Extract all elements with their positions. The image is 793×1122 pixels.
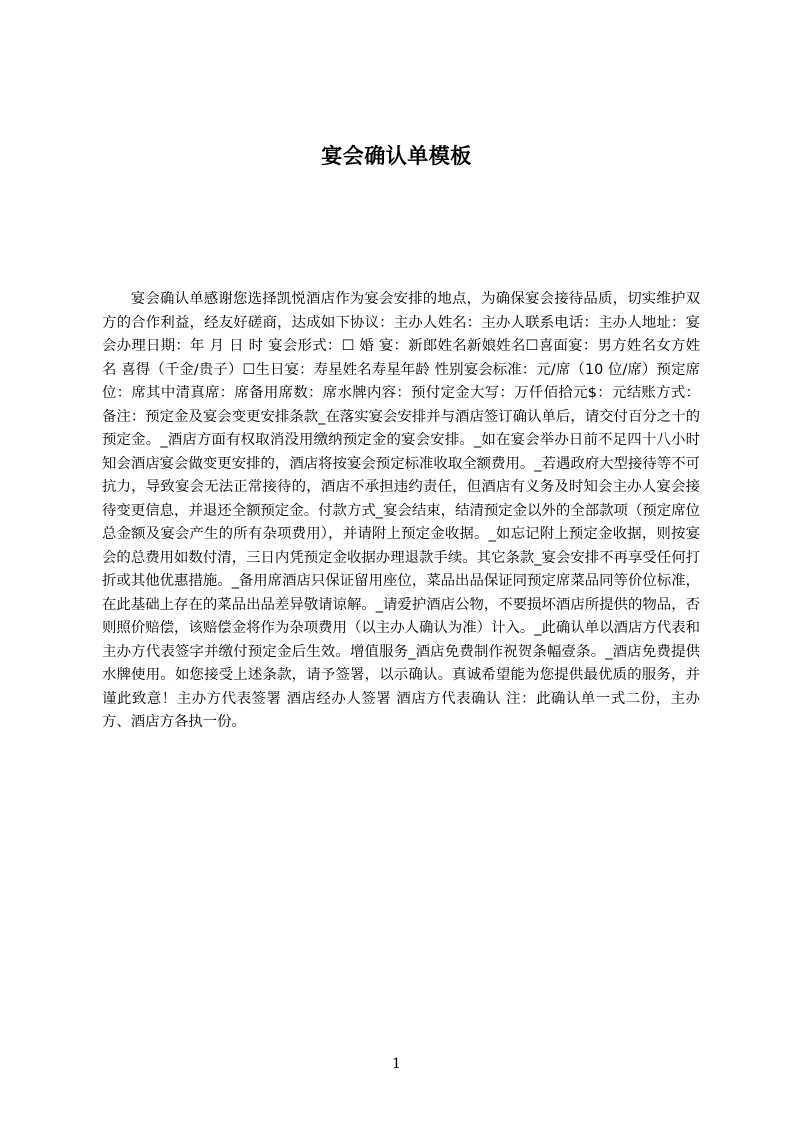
document-title: 宴会确认单模板	[321, 144, 472, 168]
document-body-paragraph: 宴会确认单感谢您选择凯悦酒店作为宴会安排的地点，为确保宴会接待品质，切实维护双方的合作利益，经友好磋商，达成如下协议：主办人姓名：主办人联系电话：主办人地址：宴会办理日期：年 月 日 时 宴会形式：☐ 婚 宴：新郎姓名新娘姓名☐喜面宴：男方姓名女方姓名 喜得（千金/贵子）☐生日宴：寿星姓名寿星年龄 性别宴会标准：元/席（10 位/席）预定席位：席其中清真席：席备用席数：席水牌内容：预付定金大写：万仟佰拾元$：元结账方式：备注：预定金及宴会变更安排条款_在落实宴会安排并与酒店签订确认单后，请交付百分之十的预定金。_酒店方面有权取消没用缴纳预定金的宴会安排。_如在宴会举办日前不足四十八小时知会酒店宴会做变更安排的，酒店将按宴会预定标准收取全额费用。_若遇政府大型接待等不可抗力，导致宴会无法正常接待的，酒店不承担违约责任，但酒店有义务及时知会主办人宴会接待变更信息，并退还全额预定金。付款方式_宴会结束，结清预定金以外的全部款项（预定席位总金额及宴会产生的所有杂项费用），并请附上预定金收据。_如忘记附上预定金收据，则按宴会的总费用如数付清，三日内凭预定金收据办理退款手续。其它条款_宴会安排不再享受任何打折或其他优惠措施。_备用席酒店只保证留用座位，菜品出品保证同预定席菜品同等价位标准，在此基础上存在的菜品出品差异敬请谅解。_请爱护酒店公物，不要损坏酒店所提供的物品，否则照价赔偿，该赔偿金将作为杂项费用（以主办人确认为准）计入。_此确认单以酒店方代表和主办方代表签字并缴付预定金后生效。增值服务_酒店免费制作祝贺条幅壹条。_酒店免费提供水牌使用。如您接受上述条款，请予签署，以示确认。真诚希望能为您提供最优质的服务，并谨此致意！主办方代表签署 酒店经办人签署 酒店方代表确认 注：此确认单一式二份，主办方、酒店方各执一份。	[102, 291, 700, 730]
page-number: 1	[392, 1056, 401, 1072]
